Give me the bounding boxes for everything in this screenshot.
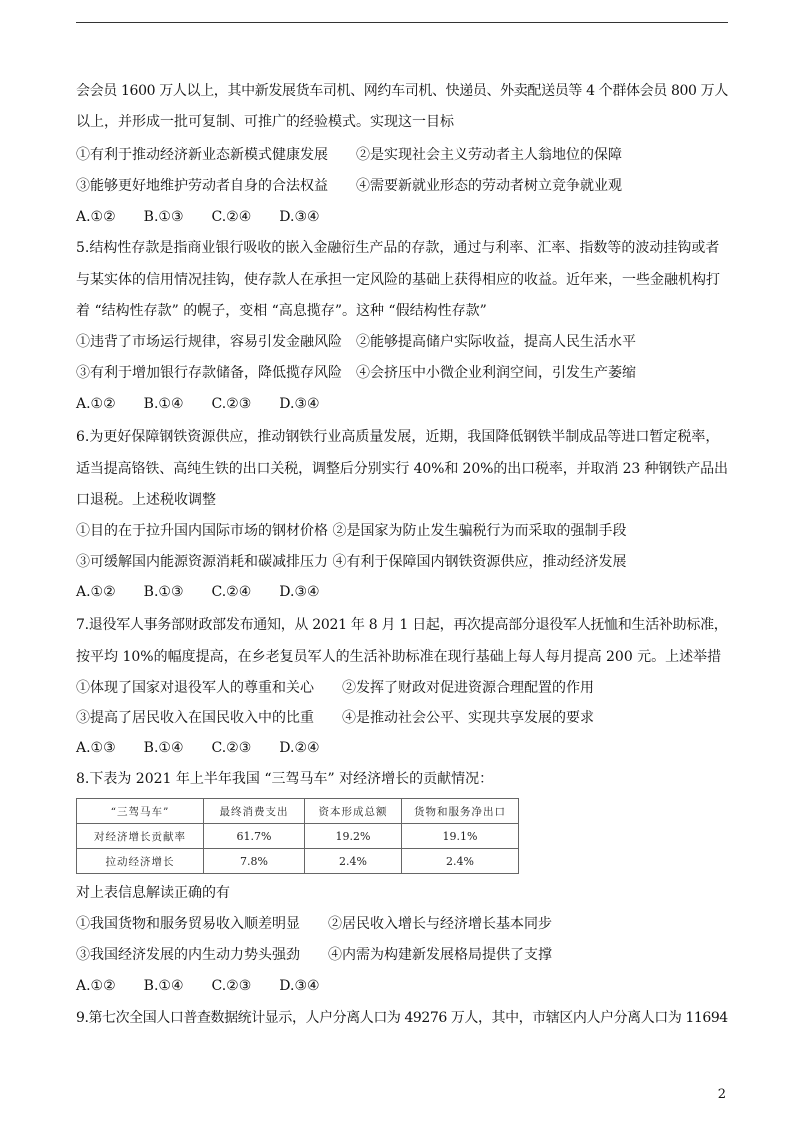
answer-choices: A.①③ B.①④ C.②③ D.②④ [76, 740, 320, 756]
question-8-text: 8.下表为 2021 年上半年我国 “三驾马车” 对经济增长的贡献情况： [76, 771, 494, 787]
text-line: 与某实体的信用情况挂钩，使存款人在承担一定风险的基础上获得相应的收益。近年来，一些金融机构打 [76, 272, 720, 288]
text-line: 口退税。上述税收调整 [76, 492, 216, 508]
option-line: ③可缓解国内能源资源消耗和碳减排压力 ④有利于保障国内钢铁资源供应，推动经济发展 [76, 554, 627, 570]
table-cell: 7.8% [204, 849, 305, 874]
table-cell: 2.4% [305, 849, 402, 874]
option-line: ①体现了国家对退役军人的尊重和关心 ②发挥了财政对促进资源合理配置的作用 [76, 680, 594, 696]
header-rule [76, 22, 728, 23]
option-line: ③有利于增加银行存款储备，降低揽存风险 ④会挤压中小微企业利润空间，引发生产萎缩 [76, 365, 636, 381]
answer-choices: A.①② B.①④ C.②③ D.③④ [76, 396, 320, 412]
option-line: ①目的在于拉升国内国际市场的钢材价格 ②是国家为防止发生骗税行为而采取的强制手段 [76, 523, 627, 539]
option-line: ①我国货物和服务贸易收入顺差明显 ②居民收入增长与经济增长基本同步 [76, 916, 552, 932]
table-cell: 19.1% [402, 824, 519, 849]
table-cell: 61.7% [204, 824, 305, 849]
table-header-cell: 资本形成总额 [305, 799, 402, 824]
text-line: 按平均 10%的幅度提高，在乡老复员军人的生活补助标准在现行基础上每人每月提高 200 元。上述举措 [76, 649, 722, 665]
option-line: ③提高了居民收入在国民收入中的比重 ④是推动社会公平、实现共享发展的要求 [76, 710, 594, 726]
text-line: 以上，并形成一批可复制、可推广的经验模式。实现这一目标 [76, 114, 454, 130]
question-6-text: 6.为更好保障钢铁资源供应，推动钢铁行业高质量发展，近期，我国降低钢铁半制成品等进口暂定税率， [76, 429, 720, 445]
option-line: ③能够更好地维护劳动者自身的合法权益 ④需要新就业形态的劳动者树立竞争就业观 [76, 178, 622, 194]
table-row [77, 849, 519, 874]
question-9-text: 9.第七次全国人口普查数据统计显示，人户分离人口为 49276 万人，其中，市辖区内人户分离人口为 11694 [76, 1010, 728, 1026]
table-cell: 拉动经济增长 [77, 849, 204, 874]
table-cell: 2.4% [402, 849, 519, 874]
table-header-cell: “三驾马车” [77, 799, 204, 824]
table-cell: 对经济增长贡献率 [77, 824, 204, 849]
option-line: ①有利于推动经济新业态新模式健康发展 ②是实现社会主义劳动者主人翁地位的保障 [76, 147, 622, 163]
table-header-cell: 最终消费支出 [204, 799, 305, 824]
question-5-text: 5.结构性存款是指商业银行吸收的嵌入金融衍生产品的存款，通过与利率、汇率、指数等的波动挂钩或者 [76, 240, 720, 256]
question-7-text: 7.退役军人事务部财政部发布通知，从 2021 年 8 月 1 日起，再次提高部分退役军人抚恤和生活补助标准， [76, 617, 728, 633]
table-header-row [77, 799, 519, 824]
option-line: ①违背了市场运行规律，容易引发金融风险 ②能够提高储户实际收益，提高人民生活水平 [76, 334, 636, 350]
data-table [76, 798, 519, 874]
text-line: 着 “结构性存款” 的幌子，变相 “高息揽存”。这种 “假结构性存款” [76, 303, 487, 319]
text-line: 适当提高铬铁、高纯生铁的出口关税，调整后分别实行 40%和 20%的出口税率，并取消 23 种钢铁产品出 [76, 461, 728, 477]
answer-choices: A.①② B.①④ C.②③ D.③④ [76, 978, 320, 994]
answer-choices: A.①② B.①③ C.②④ D.③④ [76, 209, 320, 225]
page-number: 2 [717, 1087, 726, 1102]
answer-choices: A.①② B.①③ C.②④ D.③④ [76, 584, 320, 600]
table-cell: 19.2% [305, 824, 402, 849]
text-line: 对上表信息解读正确的有 [76, 885, 230, 901]
text-line: 会会员 1600 万人以上，其中新发展货车司机、网约车司机、快递员、外卖配送员等 4 个群体会员 800 万人 [76, 83, 728, 99]
table-header-cell: 货物和服务净出口 [402, 799, 519, 824]
option-line: ③我国经济发展的内生动力势头强劲 ④内需为构建新发展格局提供了支撑 [76, 947, 552, 963]
table-row [77, 824, 519, 849]
